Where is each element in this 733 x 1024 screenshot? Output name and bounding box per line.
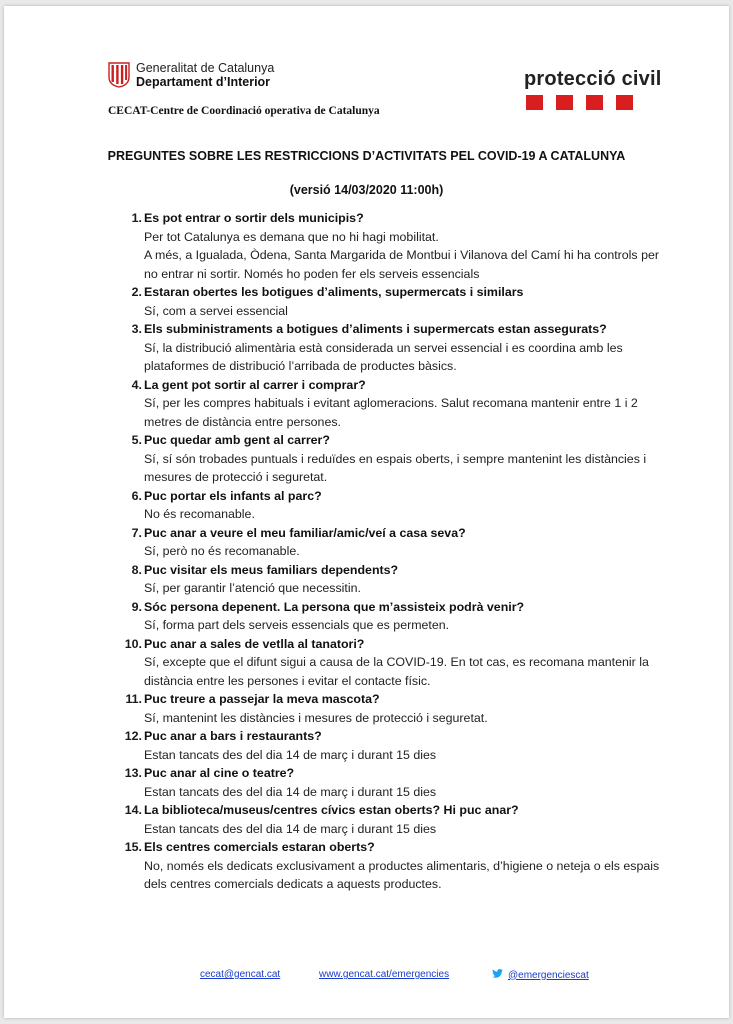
question-number: 4. [131,377,142,392]
question-number: 1. [131,211,142,225]
footer-twitter-link[interactable] [492,969,589,981]
red-squares-icon [526,95,664,110]
question-item [120,320,670,376]
question-item [120,376,670,432]
question-item [120,727,670,764]
answer-text: Sí, mantenint les distàncies i mesures de protecció i seguretat. [144,710,488,725]
answer-text: Estan tancats des del dia 14 de març i durant 15 dies [144,821,437,836]
question-number: 15. [124,840,142,854]
question-text: La biblioteca/museus/centres cívics estan oberts? Hi puc anar? [144,803,519,817]
question-number: 8. [131,562,142,577]
answer-text: Sí, forma part dels serveis essencials que es permeten. [144,618,450,632]
document-page [4,6,729,1018]
generalitat-logo [108,58,274,92]
question-number: 7. [131,525,142,540]
question-item [120,801,670,838]
answer-text: Sí, la distribució alimentària està considerada un servei essencial i es coordina amb les plataformes de distribució l’arribada de productes bàsics. [144,340,623,373]
question-item [120,598,670,635]
document-version: (versió 14/03/2020 11:00h) [289,183,444,197]
question-number: 12. [124,729,142,743]
answer-text: Estan tancats des del dia 14 de març i durant 15 dies [144,747,437,762]
questions-list [120,209,670,894]
answer-text: Sí, però no és recomanable. [144,544,300,558]
question-number: 3. [131,322,142,336]
twitter-bird-icon [492,969,503,981]
department-name: Departament d’Interior [136,75,271,89]
answer-text: Per tot Catalunya es demana que no hi hagi mobilitat. [144,229,439,244]
question-text: Sóc persona depenent. La persona que m’assisteix podrà venir? [144,599,525,614]
question-item [120,561,670,598]
question-item [120,487,670,524]
question-number: 6. [131,488,142,503]
question-item [120,209,670,283]
question-number: 13. [124,766,142,780]
answer-text: Sí, per garantir l’atenció que necessitin. [144,581,361,595]
answer-text: Sí, com a servei essencial [144,303,288,318]
question-text: Els centres comercials estaran oberts? [144,840,375,854]
question-item [120,635,670,691]
proteccio-civil-logo [524,68,664,110]
question-number: 9. [131,599,142,614]
question-number: 5. [131,433,142,447]
question-text: Estaran obertes les botigues d’aliments, supermercats i similars [144,285,524,299]
question-item [120,431,670,487]
answer-text: Estan tancats des del dia 14 de març i durant 15 dies [144,784,437,799]
answer-text: A més, a Igualada, Òdena, Santa Margarida de Montbui i Vilanova del Camí hi ha controls per no entrar ni sortir. Només ho poden fer els serveis essencials [144,248,659,281]
generalitat-name: Generalitat de Catalunya [136,61,275,75]
question-text: Puc anar a sales de vetlla al tanatori? [144,636,365,651]
question-item [120,690,670,727]
question-text: Puc visitar els meus familiars dependents? [144,562,399,577]
footer [4,969,729,985]
cecat-heading: CECAT-Centre de Coordinació operativa de Catalunya [108,105,380,117]
question-text: Puc anar a veure el meu familiar/amic/veí a casa seva? [144,525,466,540]
question-text: Puc treure a passejar la meva mascota? [144,692,380,706]
question-text: La gent pot sortir al carrer i comprar? [144,377,366,392]
question-text: Puc quedar amb gent al carrer? [144,433,330,447]
footer-email-link[interactable]: cecat@gencat.cat [200,969,281,980]
question-item [120,524,670,561]
question-number: 14. [124,803,142,817]
question-item [120,283,670,320]
question-number: 2. [131,285,142,299]
question-number: 10. [124,636,142,651]
answer-text: Sí, sí són trobades puntuals i reduïdes en espais oberts, i sempre mantenint les distàncies i mesures de protecció i seguretat. [144,451,647,484]
footer-twitter-handle: @emergenciescat [508,969,589,981]
answer-text: No és recomanable. [144,507,255,521]
senyera-emblem-icon [108,62,130,88]
question-text: Puc anar a bars i restaurants? [144,729,322,743]
answer-text: No, només els dedicats exclusivament a productes alimentaris, d’higiene o neteja o els espais dels centres comercials dedicats a aquests productes. [144,858,660,891]
question-text: Puc anar al cine o teatre? [144,766,295,780]
question-text: Puc portar els infants al parc? [144,488,322,503]
question-number: 11. [125,692,142,706]
answer-text: Sí, per les compres habituals i evitant aglomeracions. Salut recomana mantenir entre 1 i 2 metres de distància entre persones. [144,396,638,429]
question-item [120,838,670,894]
question-text: Es pot entrar o sortir dels municipis? [144,211,364,225]
footer-web-link[interactable]: www.gencat.cat/emergencies [319,969,450,980]
question-text: Els subministraments a botigues d’aliments i supermercats estan assegurats? [144,322,607,336]
answer-text: Sí, excepte que el difunt sigui a causa de la COVID-19. En tot cas, es recomana mantenir la distància entre les persones i evitar el contacte físic. [144,655,649,688]
document-title: PREGUNTES SOBRE LES RESTRICCIONS D’ACTIVITATS PEL COVID-19 A CATALUNYA [107,149,626,163]
question-item [120,764,670,801]
proteccio-civil-wordmark: protecció civil [524,68,662,90]
